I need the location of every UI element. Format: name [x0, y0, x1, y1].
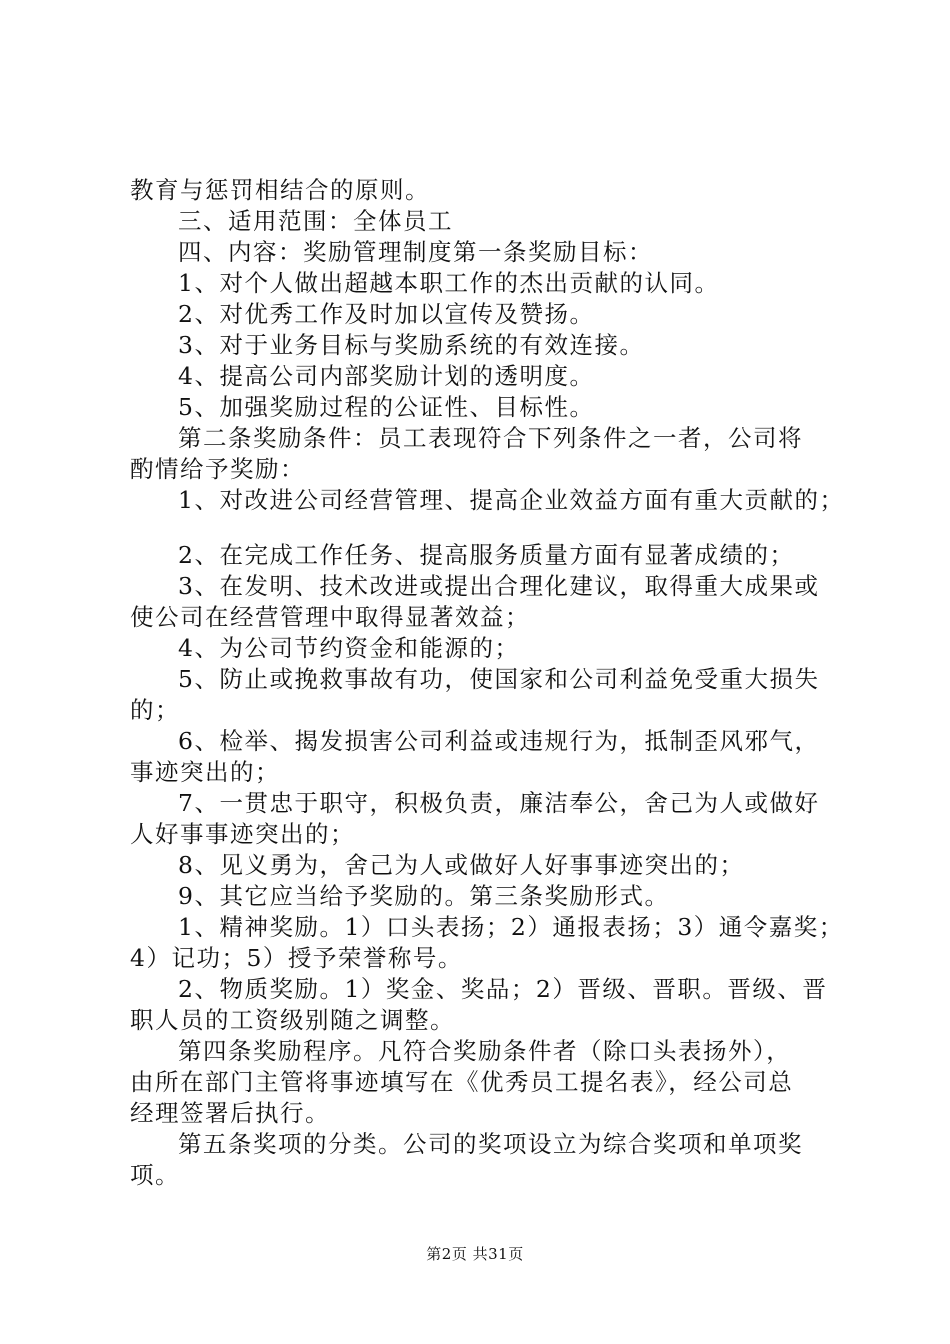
- text-line-5: 2、对优秀工作及时加以宣传及赞扬。: [178, 300, 595, 328]
- text-line-20: 7、一贯忠于职守，积极负责，廉洁奉公，舍己为人或做好: [178, 789, 820, 817]
- text-line-17: 的；: [130, 696, 180, 724]
- text-line-22: 8、见义勇为，舍己为人或做好人好事事迹突出的；: [178, 851, 745, 879]
- text-line-31: 第五条奖项的分类。公司的奖项设立为综合奖项和单项奖: [178, 1130, 803, 1158]
- text-line-4: 1、对个人做出超越本职工作的杰出贡献的认同。: [178, 269, 720, 297]
- text-line-8: 5、加强奖励过程的公证性、目标性。: [178, 393, 595, 421]
- text-line-2: 三、适用范围：全体员工: [178, 207, 453, 235]
- text-line-27: 职人员的工资级别随之调整。: [130, 1006, 455, 1034]
- text-line-6: 3、对于业务目标与奖励系统的有效连接。: [178, 331, 645, 359]
- text-line-25: 4）记功；5）授予荣誉称号。: [130, 944, 463, 972]
- text-line-19: 事迹突出的；: [130, 758, 280, 786]
- text-line-30: 经理签署后执行。: [130, 1099, 330, 1127]
- text-line-18: 6、检举、揭发损害公司利益或违规行为，抵制歪风邪气，: [178, 727, 820, 755]
- text-line-3: 四、内容：奖励管理制度第一条奖励目标：: [178, 238, 653, 266]
- text-line-14: 使公司在经营管理中取得显著效益；: [130, 603, 530, 631]
- text-line-15: 4、为公司节约资金和能源的；: [178, 634, 520, 662]
- text-line-1: 教育与惩罚相结合的原则。: [130, 176, 430, 204]
- text-line-26: 2、物质奖励。1）奖金、奖品；2）晋级、晋职。晋级、晋: [178, 975, 828, 1003]
- text-line-13: 3、在发明、技术改进或提出合理化建议，取得重大成果或: [178, 572, 820, 600]
- text-line-11: 1、对改进公司经营管理、提高企业效益方面有重大贡献的；: [178, 486, 845, 514]
- text-line-7: 4、提高公司内部奖励计划的透明度。: [178, 362, 595, 390]
- text-line-12: 2、在完成工作任务、提高服务质量方面有显著成绩的；: [178, 541, 795, 569]
- page-number-footer: 第2页 共31页: [426, 1245, 524, 1263]
- text-line-16: 5、防止或挽救事故有功，使国家和公司利益免受重大损失: [178, 665, 820, 693]
- text-line-23: 9、其它应当给予奖励的。第三条奖励形式。: [178, 882, 670, 910]
- text-line-29: 由所在部门主管将事迹填写在《优秀员工提名表》，经公司总: [130, 1068, 794, 1096]
- text-line-9: 第二条奖励条件：员工表现符合下列条件之一者，公司将: [178, 424, 803, 452]
- text-line-24: 1、精神奖励。1）口头表扬；2）通报表扬；3）通令嘉奖；: [178, 913, 844, 941]
- text-line-21: 人好事事迹突出的；: [130, 820, 355, 848]
- text-line-10: 酌情给予奖励：: [130, 455, 305, 483]
- text-line-28: 第四条奖励程序。凡符合奖励条件者（除口头表扬外），: [178, 1037, 792, 1065]
- text-line-32: 项。: [130, 1161, 180, 1189]
